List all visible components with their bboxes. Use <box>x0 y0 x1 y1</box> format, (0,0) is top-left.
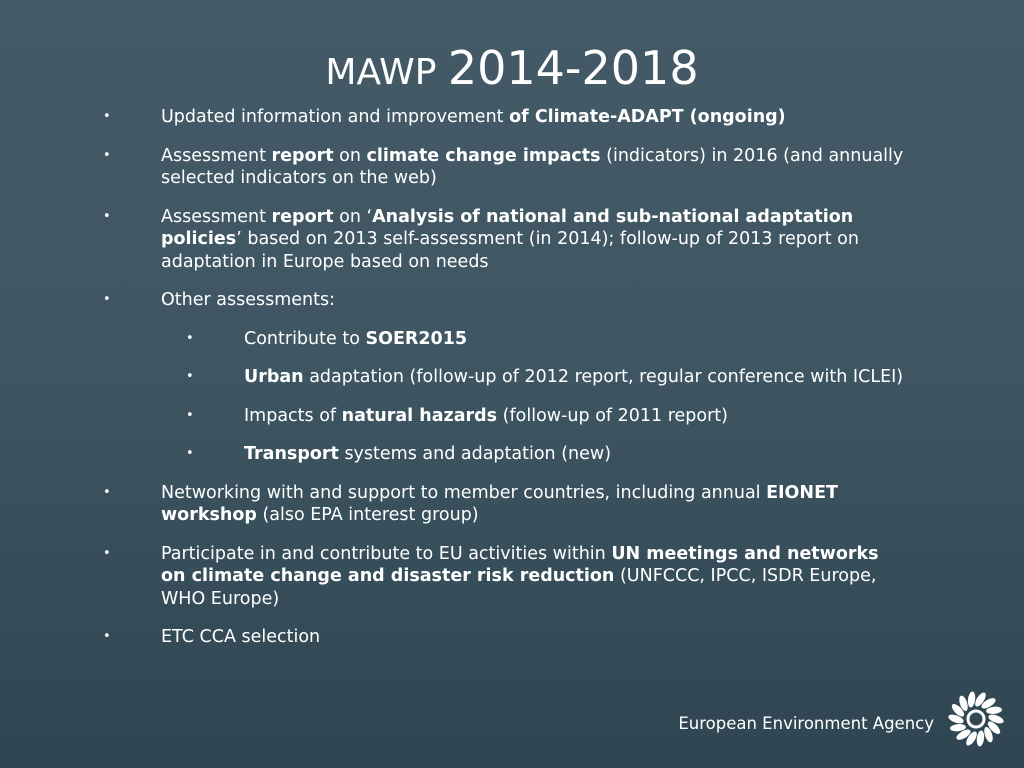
bullet-item <box>0 206 1024 274</box>
bullet-icon: • <box>186 330 194 346</box>
text: Participate in and contribute to EU activities within <box>161 543 612 564</box>
text: Assessment <box>161 206 272 227</box>
bold-text: Analysis of national and sub-national adaptation policies <box>161 206 854 249</box>
text: ’ based on 2013 self-assessment (in 2014); follow-up of 2013 report on adaptation in Europe based on needs <box>161 229 859 272</box>
sub-bullet-item <box>0 366 1024 389</box>
text: Updated information and improvement <box>161 107 510 127</box>
bullet-icon: • <box>186 446 194 461</box>
text: on <box>333 145 367 166</box>
sub-bullet-item <box>0 405 1024 428</box>
text: (indicators) in 2016 (and annually selected indicators on the web) <box>161 145 904 188</box>
bullet-icon: • <box>103 208 111 224</box>
bullet-item <box>0 106 1024 129</box>
bold-text: climate change impacts <box>366 145 601 166</box>
text: systems and adaptation (new) <box>338 444 612 464</box>
text: Contribute to <box>244 328 366 349</box>
bold-text: of Climate-ADAPT (ongoing) <box>509 107 786 127</box>
text: ETC CCA selection <box>161 627 321 647</box>
bold-text: EIONET workshop <box>161 482 838 525</box>
bold-text: SOER2015 <box>365 328 468 349</box>
text: Networking with and support to member countries, including annual <box>161 482 767 503</box>
org-name: European Environment Agency <box>678 713 934 733</box>
bullet-icon: • <box>186 407 194 423</box>
bullet-item <box>0 289 1024 312</box>
sub-bullet-item <box>0 328 1024 351</box>
bold-text: Urban <box>244 367 304 387</box>
slide-title-main: 2014-2018 <box>447 41 699 95</box>
text: (UNFCCC, IPCC, ISDR Europe, WHO Europe) <box>161 566 877 609</box>
slide-title-prefix: MAWP <box>325 52 448 93</box>
text: (also EPA interest group) <box>256 505 479 525</box>
bullet-icon: • <box>103 484 111 500</box>
bullet-icon: • <box>103 147 111 163</box>
bold-text: report <box>271 145 334 166</box>
bold-text: UN meetings and networks on climate change and disaster risk reduction <box>161 543 879 586</box>
bullet-icon: • <box>103 292 111 307</box>
text: on ‘ <box>333 206 373 227</box>
bold-text: natural hazards <box>341 405 498 426</box>
bullet-item <box>0 482 1024 527</box>
bold-text: report <box>271 206 334 227</box>
text: adaptation (follow-up of 2012 report, regular conference with ICLEI) <box>303 367 904 387</box>
slide-title <box>0 38 1024 103</box>
text: Other assessments: <box>161 290 335 310</box>
sub-bullet-item <box>0 443 1024 466</box>
bullet-item <box>0 543 1024 611</box>
bullet-icon: • <box>103 109 111 124</box>
bullet-list <box>0 106 1024 665</box>
text: (follow-up of 2011 report) <box>497 405 728 426</box>
bullet-item <box>0 626 1024 649</box>
bullet-icon: • <box>186 369 194 384</box>
bold-text: Transport <box>244 444 339 464</box>
bullet-item <box>0 145 1024 190</box>
eea-sun-logo-icon <box>944 687 1008 751</box>
bullet-icon: • <box>103 545 111 561</box>
text: Assessment <box>161 145 272 166</box>
bullet-icon: • <box>103 629 111 644</box>
footer <box>678 684 1008 754</box>
text: Impacts of <box>244 405 342 426</box>
